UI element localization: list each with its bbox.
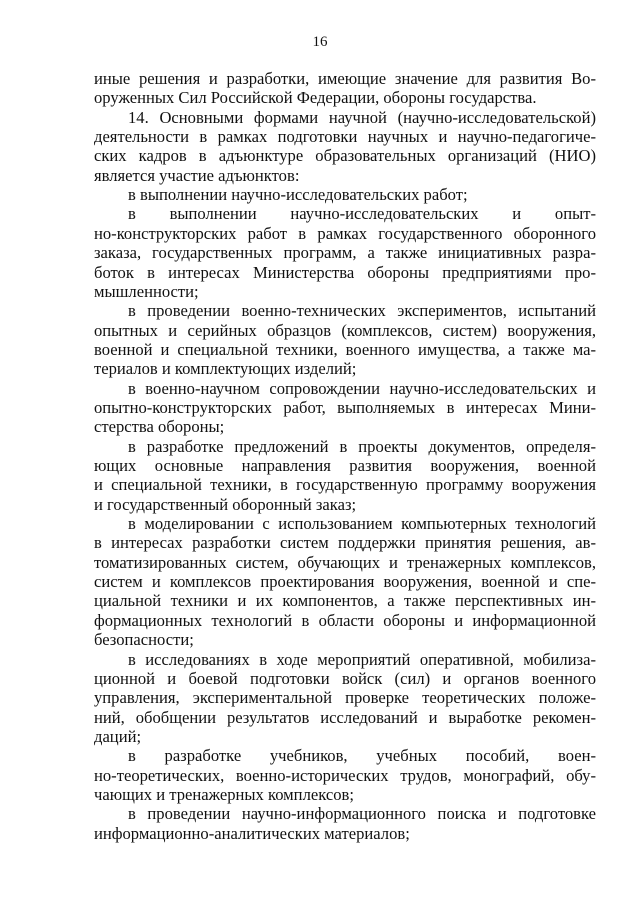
page-number: 16 <box>312 34 328 50</box>
text-line: систем и комплексов проектирования вооружения, военной и спе- <box>94 572 596 592</box>
text-line: военной и специальной техники, военного имущества, а также ма- <box>94 339 596 359</box>
text-line: информационно-аналитических материалов; <box>94 823 410 843</box>
text-line: чающих и тренажерных комплексов; <box>94 784 354 804</box>
text-line: боток в интересах Министерства обороны предприятиями про- <box>94 262 596 282</box>
text-line: деятельности в рамках подготовки научных и научно-педагогиче- <box>94 127 596 147</box>
text-line: ских кадров в адъюнктуре образовательных организаций (НИО) <box>94 146 596 166</box>
text-line: в моделировании с использованием компьютерных технологий <box>128 514 596 534</box>
text-line: формационных технологий в области обороны и информационной <box>94 610 596 630</box>
text-line: 14. Основными формами научной (научно-исследовательской) <box>128 107 596 127</box>
text-line: в разработке предложений в проекты документов, определя- <box>128 436 596 456</box>
text-line: опытных и серийных образцов (комплексов, систем) вооружения, <box>94 320 596 340</box>
text-line: является участие адъюнктов: <box>94 165 300 185</box>
text-line: ющих основные направления развития вооружения, военной <box>94 456 596 475</box>
text-line: но-теоретических, военно-исторических трудов, монографий, обу- <box>94 765 596 785</box>
text-line: в разработке учебников, учебных пособий, воен- <box>128 746 596 766</box>
text-line: в военно-научном сопровождении научно-исследовательских и <box>128 378 596 398</box>
text-line: в выполнении научно-исследовательских работ; <box>128 185 468 205</box>
text-line: но-конструкторских работ в рамках государственного оборонного <box>94 223 596 243</box>
text-line: томатизированных систем, обучающих и тренажерных комплексов, <box>94 552 596 572</box>
text-line: даций; <box>94 726 142 746</box>
text-line: ционной и боевой подготовки войск (сил) и органов военного <box>94 668 596 688</box>
text-line: в исследованиях в ходе мероприятий оперативной, мобилиза- <box>128 649 596 669</box>
text-line: мышленности; <box>94 281 199 301</box>
text-line: в проведении военно-технических экспериментов, испытаний <box>128 301 596 321</box>
text-line: стерства обороны; <box>94 417 225 437</box>
text-line: в выполнении научно-исследовательских и опыт- <box>128 204 596 224</box>
text-line: безопасности; <box>94 630 194 650</box>
text-line: циальной техники и их компонентов, а также перспективных ин- <box>94 591 596 611</box>
text-line: и специальной техники, в государственную программу вооружения <box>94 475 596 495</box>
text-line: оруженных Сил Российской Федерации, обороны государства. <box>94 88 537 108</box>
text-line: в интересах разработки систем поддержки принятия решения, ав- <box>94 533 596 553</box>
text-line: иные решения и разработки, имеющие значение для развития Во- <box>94 69 596 88</box>
text-line: териалов и комплектующих изделий; <box>94 359 357 379</box>
text-line: опытно-конструкторских работ, выполняемых в интересах Мини- <box>94 397 596 417</box>
text-line: в проведении научно-информационного поиска и подготовке <box>128 804 596 824</box>
text-line: управления, экспериментальной проверке теоретических положе- <box>94 688 596 708</box>
text-line: ний, обобщении результатов исследований и выработке рекомен- <box>94 707 596 727</box>
text-line: и государственный оборонный заказ; <box>94 494 357 514</box>
text-line: заказа, государственных программ, а также инициативных разра- <box>94 243 596 263</box>
